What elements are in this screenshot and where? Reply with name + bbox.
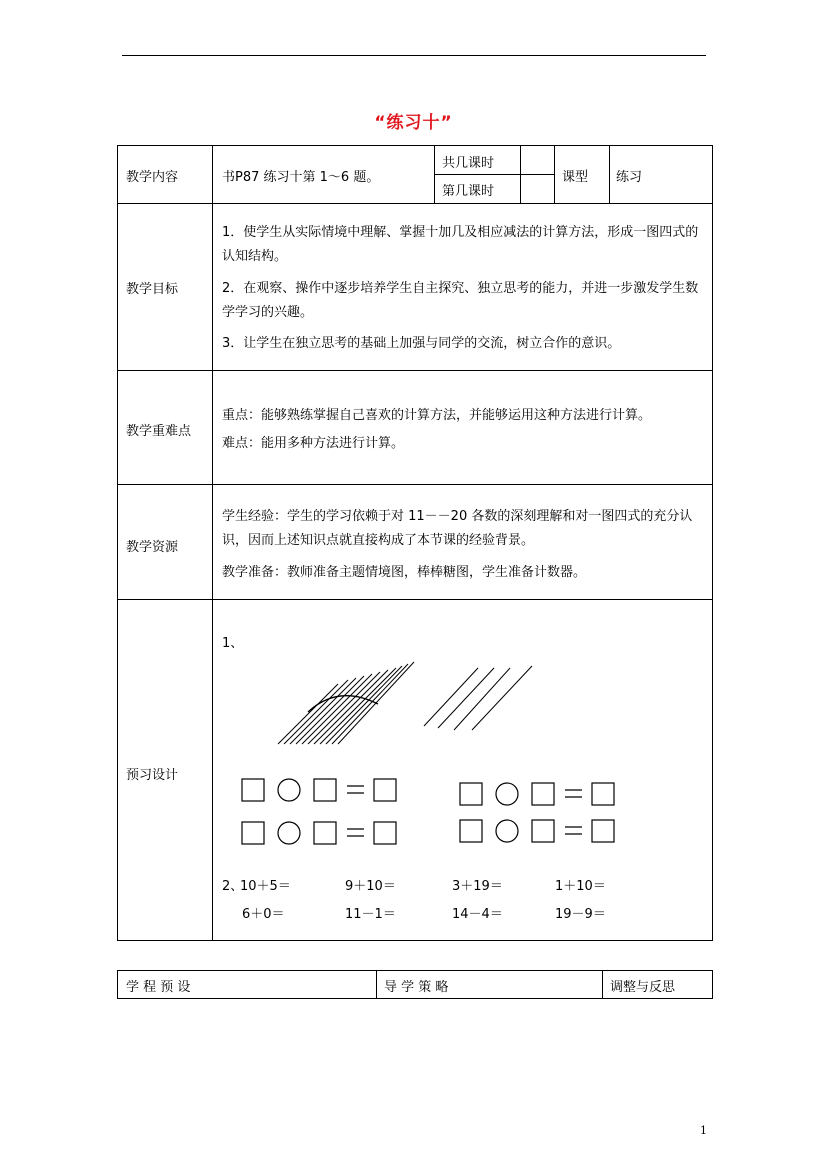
arithmetic-item: 19－9＝ — [555, 907, 606, 922]
goal-item: 1．使学生从实际情境中理解、掌握十加几及相应减法的计算方法，形成一图四式的认知结构。 — [222, 225, 699, 264]
type-value: 练习 — [616, 170, 643, 185]
reflection-column-header: 调整与反思 — [610, 980, 676, 995]
strategy-column-header: 导 学 策 略 — [384, 980, 449, 995]
arithmetic-item: 6＋0＝ — [242, 907, 285, 922]
header-subrow-line — [434, 174, 554, 175]
process-column-header: 学 程 预 设 — [126, 980, 191, 995]
process-table — [117, 970, 713, 999]
lesson-plan-table — [117, 145, 713, 941]
question-2-number: 2、 — [222, 879, 244, 894]
student-experience: 学生经验：学生的学习依赖于对 11－－20 各数的深刻理解和对一图四式的充分认识，因而上述知识点就直接构成了本节课的经验背景。 — [222, 509, 693, 548]
arithmetic-item: 9＋10＝ — [345, 879, 396, 894]
column-divider — [376, 971, 377, 998]
row-line — [118, 203, 712, 204]
goal-item: 3．让学生在独立思考的基础上加强与同学的交流，树立合作的意识。 — [222, 336, 621, 351]
key-points-label: 教学重难点 — [126, 424, 192, 439]
page-title: “练习十” — [374, 113, 453, 133]
equation-shapes-left — [240, 776, 410, 848]
arithmetic-item: 10＋5＝ — [240, 879, 291, 894]
difficulty-point: 难点：能用多种方法进行计算。 — [222, 436, 405, 451]
row-line — [118, 599, 712, 600]
header-divider — [554, 146, 555, 203]
goals-label: 教学目标 — [126, 282, 179, 297]
key-point: 重点：能够熟练掌握自己喜欢的计算方法，并能够运用这种方法进行计算。 — [222, 408, 652, 423]
preview-label: 预习设计 — [126, 768, 179, 783]
row-line — [118, 484, 712, 485]
page-number: 1 — [700, 1124, 707, 1137]
teaching-preparation: 教学准备：教师准备主题情境图，棒棒糖图，学生准备计数器。 — [222, 565, 587, 580]
arithmetic-item: 11－1＝ — [345, 907, 396, 922]
content-label: 教学内容 — [126, 170, 179, 185]
column-divider — [602, 971, 603, 998]
goal-item: 2．在观察、操作中逐步培养学生自主探究、独立思考的能力，并进一步激发学生数学学习的兴趣。 — [222, 281, 699, 320]
arithmetic-item: 1＋10＝ — [555, 879, 606, 894]
row-line — [118, 370, 712, 371]
total-hours-label: 共几课时 — [442, 156, 495, 171]
arithmetic-item: 3＋19＝ — [452, 879, 503, 894]
content-value: 书P87 练习十第 1～6 题。 — [222, 170, 380, 185]
header-rule — [122, 55, 706, 56]
column-divider — [212, 146, 213, 940]
arithmetic-item: 14－4＝ — [452, 907, 503, 922]
header-divider — [609, 146, 610, 203]
question-1-number: 1、 — [222, 636, 244, 651]
type-label: 课型 — [562, 170, 589, 185]
which-hour-label: 第几课时 — [442, 184, 495, 199]
sticks-illustration — [268, 656, 558, 748]
equation-shapes-right — [458, 780, 628, 852]
resources-label: 教学资源 — [126, 540, 179, 555]
